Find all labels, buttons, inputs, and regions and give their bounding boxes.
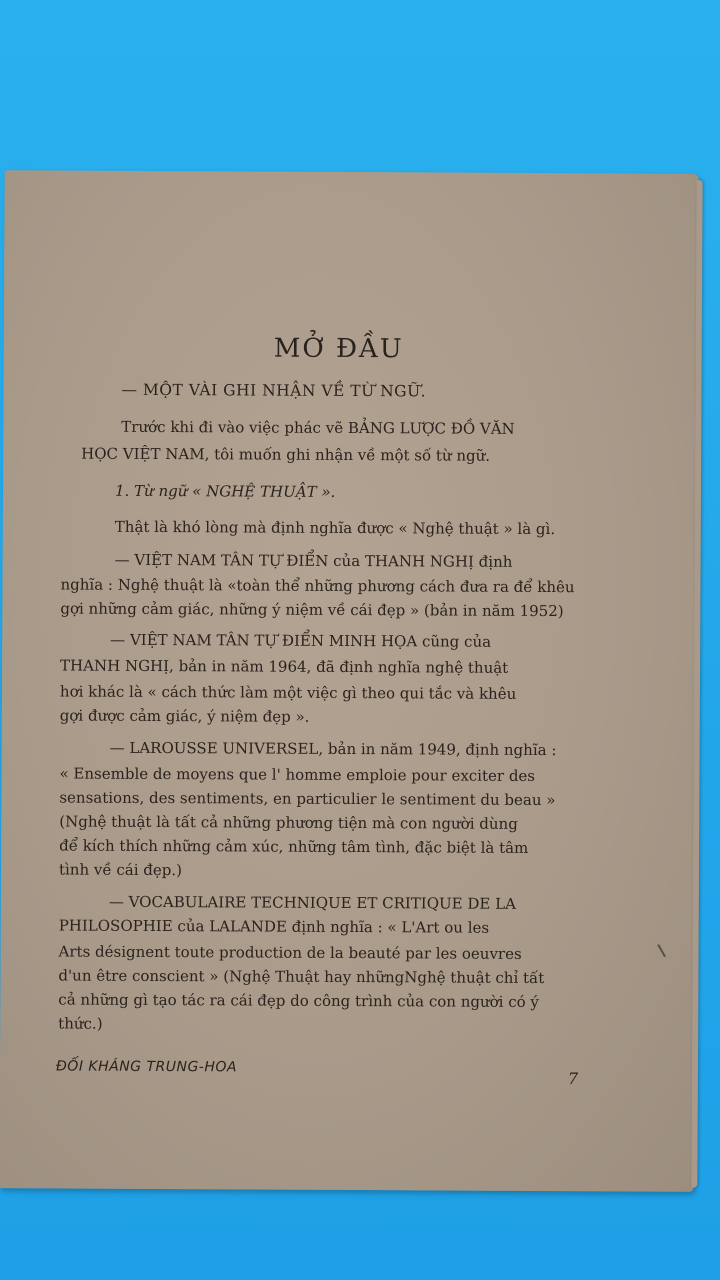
running-footer-title: ĐỐI KHÁNG TRUNG-HOA — [55, 1058, 238, 1076]
paragraph-line: cả những gì tạo tác ra cái đẹp do công trình của con người có ý — [58, 990, 539, 1011]
paragraph-line: tình về cái đẹp.) — [58, 860, 183, 880]
book-page — [0, 170, 699, 1192]
intro-line-2: HỌC VIỆT NAM, tôi muốn ghi nhận về một số từ ngữ. — [81, 444, 491, 465]
paragraph-line: nghĩa : Nghệ thuật là «toàn thể những phương cách đưa ra để khêu — [60, 575, 575, 597]
paragraph-line: thức.) — [58, 1014, 103, 1033]
intro-line-1: Trước khi đi vào việc phác vẽ BẢNG LƯỢC ĐỒ VĂN — [121, 417, 515, 438]
paragraph-line: Arts désignent toute production de la beauté par les oeuvres — [58, 942, 522, 963]
paragraph-line: (Nghệ thuật là tất cả những phương tiện mà con người dùng — [59, 812, 518, 833]
paragraph-line: Thật là khó lòng mà định nghĩa được « Nghệ thuật » là gì. — [114, 517, 556, 539]
paragraph-line: — VOCABULAIRE TECHNIQUE ET CRITIQUE DE LA — [108, 892, 516, 913]
section-heading-1: 1. Từ ngữ « NGHỆ THUẬT ». — [114, 481, 336, 501]
paragraph-line: gợi được cảm giác, ý niệm đẹp ». — [59, 706, 310, 726]
pencil-mark — [657, 944, 666, 957]
paragraph-line: PHILOSOPHIE của LALANDE định nghĩa : « L'Art ou les — [58, 916, 490, 937]
paragraph-line: gợi những cảm giác, những ý niệm về cái đẹp » (bản in năm 1952) — [60, 599, 564, 621]
paragraph-line: hơi khác là « cách thức làm một việc gì theo qui tắc và khêu — [59, 682, 517, 703]
paragraph-line: — VIỆT NAM TÂN TỰ ĐIỂN MINH HỌA cũng của — [110, 630, 492, 651]
page-heading: MỞ ĐẦU — [273, 333, 404, 365]
page-edge — [691, 180, 702, 1188]
paragraph-line: d'un être conscient » (Nghệ Thuật hay nhữngNghệ thuật chỉ tất — [58, 966, 545, 988]
paragraph-line: — VIỆT NAM TÂN TỰ ĐIỂN của THANH NGHỊ định — [114, 550, 513, 571]
paragraph-line: THANH NGHỊ, bản in năm 1964, đã định nghĩa nghệ thuật — [60, 656, 509, 677]
paragraph-line: — LAROUSSE UNIVERSEL, bản in năm 1949, định nghĩa : — [109, 738, 557, 760]
paragraph-line: sensations, des sentiments, en particulier le sentiment du beau » — [59, 788, 556, 810]
subheading: — MỘT VÀI GHI NHẬN VỀ TỪ NGỮ. — [121, 380, 427, 401]
paragraph-line: « Ensemble de moyens que l' homme emploie pour exciter des — [59, 764, 536, 785]
paragraph-line: để kích thích những cảm xúc, những tâm tình, đặc biệt là tâm — [59, 836, 529, 857]
page-number: 7 — [567, 1069, 579, 1089]
